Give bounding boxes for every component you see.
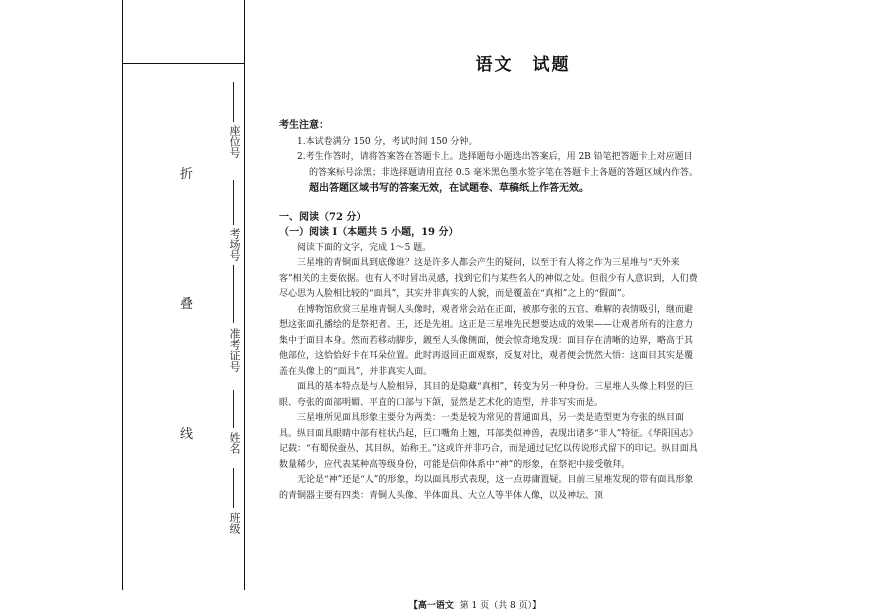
exam-room-line[interactable]: [233, 180, 234, 225]
passage-paragraph-2: 在博物馆欣赏三星堆青铜人头像时，观者常会站在正面，被那夸张的五官、难解的表情吸引，继而避想这张面孔播绘的是祭祀者、王，还是先祖。这正是三星堆先民想要达成的效果——让观者所有的注意力集中于面目本身。然而若移动脚步，踱至人头像侧面，便会惊奇地发现：面目存在清晰的边界，略高于其他部位，这恰恰好卡在耳朵位置。此时再返回正面观察，反复对比，观者便会恍然大悟：这面目其实是覆盖在头像上的“面具”，并非真实人面。: [279, 304, 694, 377]
seat-number-label: 座位号: [228, 125, 241, 158]
notice-item-2: [279, 150, 699, 198]
page-title: 语文 试题: [475, 55, 571, 75]
passage-paragraph-3: 面具的基本特点是与人脸相异，其目的是隐藏“真相”，转变为另一种身份。三星堆人头像上料竖的巨眼、夸张的面部明媚、平直的口部与下颌，显然是艺术化的造型，并非写实而是。: [279, 382, 694, 408]
footer-page: 第 1 页（共 8 页）】: [459, 601, 542, 611]
notice-heading: 考生注意：: [279, 120, 329, 131]
exam-content: [279, 118, 699, 504]
footer-tag: 【高一语文: [408, 601, 454, 611]
class-line[interactable]: [233, 468, 234, 508]
binding-margin-line-inner: [244, 0, 245, 590]
page-footer: [40, 598, 870, 611]
fold-char-2: 叠: [180, 297, 194, 312]
fold-char-1: 折: [180, 167, 194, 182]
subsection-heading: （一）阅读 Ⅰ（本题共 5 小题，19 分）: [279, 227, 459, 238]
reading-instructions: 阅读下面的文字，完成 1～5 题。: [297, 242, 432, 253]
name-label: 姓名: [228, 432, 241, 454]
passage-paragraph-5: 无论是“神”还是“人”的形象，均以面具形式表现，这一点毋庸置疑。目前三星堆发现的带有面具形象的青铜器主要有四类：青铜人头像、半体面具、大立人等半体人像，以及神坛、顶: [279, 475, 694, 501]
fold-char-3: 线: [180, 427, 194, 442]
class-label: 班级: [228, 512, 241, 534]
notice-item-1: 1.本试卷满分 150 分，考试时间 150 分钟。: [297, 136, 478, 147]
notice-item-2-bold: 超出答题区域书写的答案无效，在试题卷、草稿纸上作答无效。: [309, 183, 589, 194]
notice-item-2-text: 2.考生作答时，请将答案答在答题卡上。选择题每小题选出答案后，用 2B 铅笔把答题卡上对应题目的答案标号涂黑；非选择题请用直径 0.5 毫米黑色墨水签字笔在答题卡上各题的答题区域内作答。: [297, 152, 699, 178]
name-line[interactable]: [233, 390, 234, 428]
exam-room-label: 考场号: [228, 228, 241, 261]
section-heading: 一、阅读（72 分）: [279, 211, 367, 223]
seat-number-line[interactable]: [233, 82, 234, 122]
admission-ticket-line[interactable]: [233, 265, 234, 323]
admission-ticket-label: 准考证号: [228, 328, 241, 372]
binding-margin-line-outer: [122, 0, 123, 590]
passage-paragraph-4: 三星堆所见面具形象主要分为两类：一类是较为常见的普通面具，另一类是造型更为夸张的纵目面具。纵目面具眼睛中部有柱状凸起，巨口嘴角上翘，耳部类似神兽，表现出诸多“非人”特征。《华阳国志》记载：“有蜀侯蚕丛，其目纵，始称王。”这或许并非巧合，而是通过记忆以传说形式留下的印记。纵目面具数量稀少，应代表某种高等级身份，可能是信仰体系中“神”的形象，在祭祀中接受敬拜。: [279, 413, 698, 470]
passage-paragraph-1: 三星堆的青铜面具到底像谁？这是许多人都会产生的疑问，以至于有人将之作为三星堆与“天外来客”相关的主要依据。也有人不时冒出灵感，找到它们与某些名人的神似之处。但很少有人意识到，人们费尽心思为人脸相比较的“面具”，其实并非真实的人貌，而是覆盖在“真相”之上的“假面”。: [279, 258, 698, 299]
